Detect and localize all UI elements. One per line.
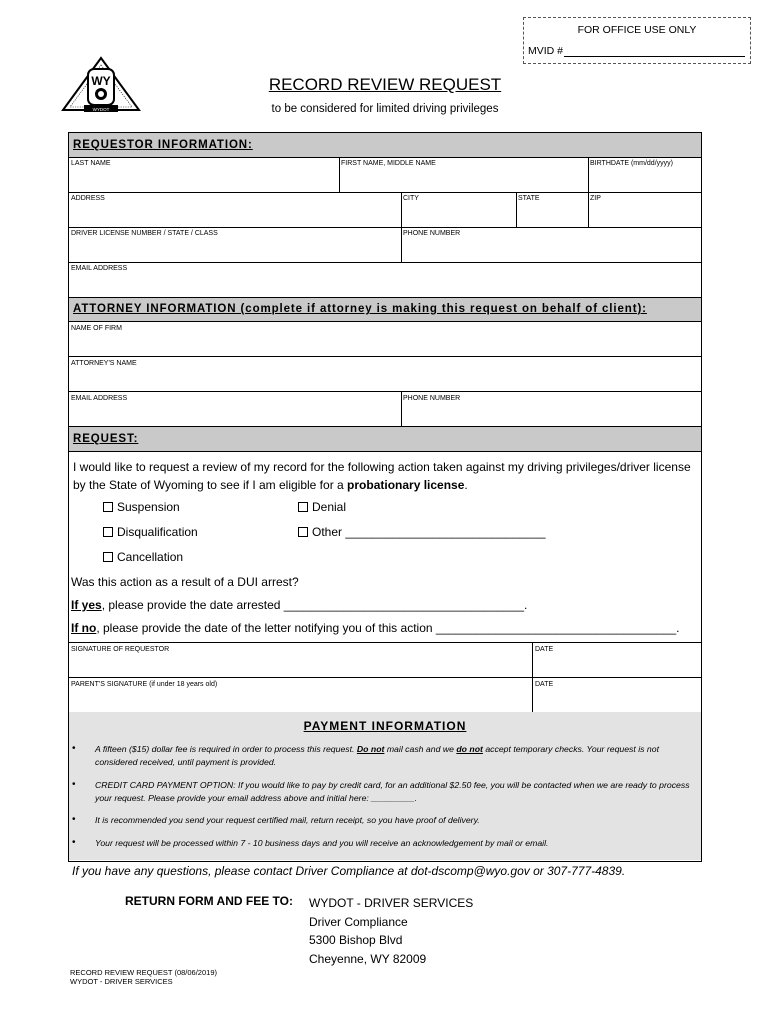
return-address: WYDOT - DRIVER SERVICES Driver Compliance 5300 Bishop Blvd Cheyenne, WY 82009 [309, 896, 474, 966]
bullet: • [72, 814, 76, 825]
bullet: • [72, 743, 76, 754]
option-disqualification[interactable]: Disqualification [103, 525, 198, 540]
attorney-email-label: EMAIL ADDRESS [71, 395, 128, 402]
form-title: RECORD REVIEW REQUEST [268, 75, 502, 94]
disqualification-checkbox[interactable] [103, 527, 113, 537]
payment-bullet-1: A fifteen ($15) dollar fee is required in order to process this request. Do not mail cash and we do not accept temporary checks. Your request is not considered received, until payment is provided. [95, 744, 659, 767]
questions-note: If you have any questions, please contact Driver Compliance at dot-dscomp@wyo.gov or 307-777-4839. [72, 864, 626, 878]
if-yes-line[interactable]: If yes, please provide the date arrested ____________________________________. [71, 598, 528, 612]
bullet: • [72, 779, 76, 790]
date-label-1: DATE [535, 646, 554, 653]
phone-label: PHONE NUMBER [403, 230, 461, 237]
payment-bullet-2: CREDIT CARD PAYMENT OPTION: If you would like to pay by credit card, for an additional $2.50 fee, you will be contacted when we are ready to process your request. Please provide your email address above and initial here: _________. [95, 780, 690, 803]
license-label: DRIVER LICENSE NUMBER / STATE / CLASS [71, 230, 218, 237]
option-other[interactable]: Other ______________________________ [298, 525, 546, 540]
payment-bullet-4: Your request will be processed within 7 - 10 business days and you will receive an acknowledgement by mail or email. [95, 838, 549, 848]
requestor-heading: REQUESTOR INFORMATION: [69, 133, 701, 157]
suspension-checkbox[interactable] [103, 502, 113, 512]
dui-question: Was this action as a result of a DUI arrest? [71, 575, 299, 589]
first-middle-label: FIRST NAME, MIDDLE NAME [341, 160, 436, 167]
office-use-box [523, 17, 751, 64]
request-heading: REQUEST: [69, 427, 701, 451]
other-checkbox[interactable] [298, 527, 308, 537]
parent-signature-label: PARENT'S SIGNATURE (if under 18 years old) [71, 681, 218, 688]
logo-bottom-text: WYDOT [92, 107, 110, 112]
request-intro: I would like to request a review of my record for the following action taken against my driving privileges/driver license by the State of Wyoming to see if I am eligible for a probationary license. [73, 460, 691, 492]
attorney-name-label: ATTORNEY'S NAME [71, 360, 137, 367]
form-body [68, 132, 702, 862]
zip-label: ZIP [590, 195, 601, 202]
mvid-input-line[interactable] [564, 56, 745, 57]
option-suspension[interactable]: Suspension [103, 500, 180, 515]
other-blank[interactable]: ______________________________ [345, 525, 546, 539]
payment-section [69, 712, 701, 860]
attorney-heading: ATTORNEY INFORMATION (complete if attorney is making this request on behalf of client): [69, 298, 701, 321]
email-label: EMAIL ADDRESS [71, 265, 128, 272]
attorney-phone-label: PHONE NUMBER [403, 395, 461, 402]
state-label: STATE [518, 195, 540, 202]
option-cancellation[interactable]: Cancellation [103, 550, 183, 565]
return-label: RETURN FORM AND FEE TO: [125, 894, 293, 908]
signature-label: SIGNATURE OF REQUESTOR [71, 646, 170, 653]
payment-bullet-3: It is recommended you send your request certified mail, return receipt, so you have proof of delivery. [95, 815, 480, 825]
option-denial[interactable]: Denial [298, 500, 346, 515]
last-name-label: LAST NAME [71, 160, 111, 167]
payment-heading: PAYMENT INFORMATION [303, 719, 467, 733]
city-label: CITY [403, 195, 419, 202]
mvid-label: MVID # [528, 45, 564, 57]
date-label-2: DATE [535, 681, 554, 688]
form-footer: RECORD REVIEW REQUEST (08/06/2019) WYDOT - DRIVER SERVICES [70, 968, 217, 986]
logo-seal-wy: WY [91, 74, 111, 88]
birthdate-label: BIRTHDATE (mm/dd/yyyy) [590, 160, 673, 167]
address-label: ADDRESS [71, 195, 105, 202]
firm-label: NAME OF FIRM [71, 325, 122, 332]
cancellation-checkbox[interactable] [103, 552, 113, 562]
form-subtitle: to be considered for limited driving privileges [271, 103, 499, 115]
office-use-title: FOR OFFICE USE ONLY [577, 24, 697, 36]
if-no-line[interactable]: If no, please provide the date of the letter notifying you of this action ____________________________________. [71, 621, 680, 635]
bullet: • [72, 837, 76, 848]
denial-checkbox[interactable] [298, 502, 308, 512]
